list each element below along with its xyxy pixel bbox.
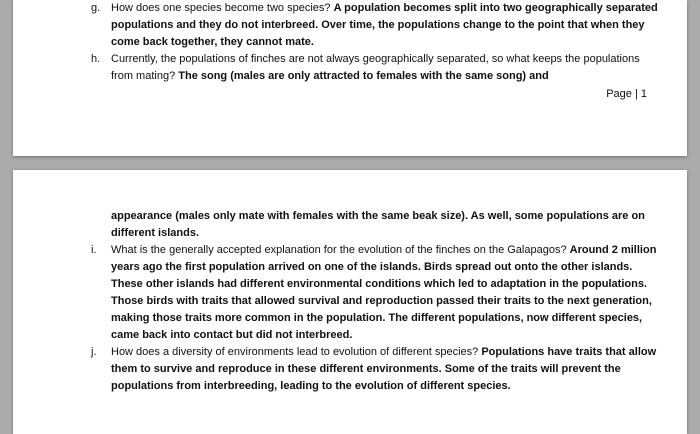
answer-continuation: appearance (males only mate with females with the same beak size). As well, some populations are on different islands. (111, 210, 645, 239)
question-g (91, 0, 659, 51)
answer-text: The song (males are only attracted to females with the same song) and (178, 70, 549, 82)
question-text (111, 344, 659, 395)
answer-text: A population becomes split into two geographically separated populations and they do not interbreed. Over time, the populations change to the point that when they come back together, they cannot mate. (111, 2, 658, 48)
document-page-1 (13, 0, 687, 156)
question-text (111, 242, 659, 344)
question-text (111, 51, 659, 85)
list-marker: g. (91, 2, 101, 14)
question-i (91, 242, 659, 344)
question-prompt: Currently, the populations of finches are not always geographically separated, so what keeps the populations from mating? (111, 53, 640, 82)
question-j (91, 344, 659, 395)
page-number: Page | 1 (606, 88, 647, 100)
document-page-2 (13, 170, 687, 434)
list-marker: j. (91, 346, 97, 358)
answer-text: Around 2 million years ago the first population arrived on one of the islands. Birds spread out onto the other islands. These other islands had different environmental conditions which led to adaptation in the populations. Those birds with traits that allowed survival and reproduction passed their traits to the next generation, making those traits more common in the population. The different populations, now different species, came back into contact but did not interbreed. (111, 244, 657, 341)
question-h (91, 51, 659, 85)
list-marker: h. (91, 53, 101, 65)
continuation-block (111, 208, 659, 242)
question-text (111, 0, 659, 51)
list-marker: i. (91, 244, 97, 256)
question-prompt: What is the generally accepted explanation for the evolution of the finches on the Galapagos? (111, 244, 567, 256)
question-prompt: How does a diversity of environments lead to evolution of different species? (111, 346, 479, 358)
question-prompt: How does one species become two species? (111, 2, 331, 14)
answer-text: Populations have traits that allow them to survive and reproduce in these different environments. Some of the traits will prevent the populations from interbreeding, leading to the evolution of different species. (111, 346, 657, 392)
